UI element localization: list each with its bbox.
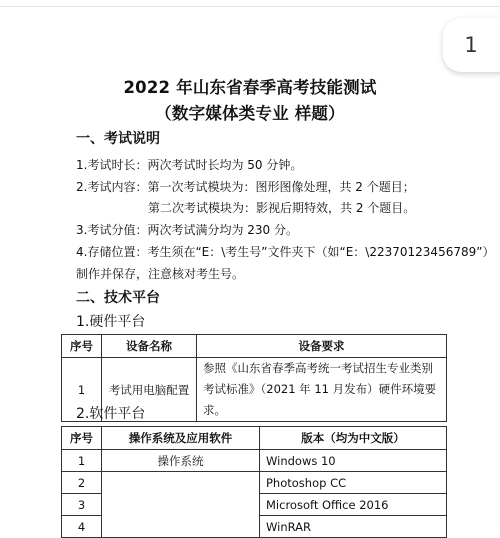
software-table [61, 426, 447, 538]
col-header-no: 序号 [62, 335, 102, 358]
row-no: 1 [62, 358, 102, 422]
document-title: 2022 年山东省春季高考技能测试 [123, 78, 377, 97]
exam-content-line-2: 第二次考试模块为：影视后期特效，共 2 个题目。 [148, 201, 416, 215]
table-header-row [62, 335, 447, 358]
row-no: 4 [62, 516, 102, 538]
row-no: 1 [62, 450, 102, 472]
row-requirement: 参照《山东省春季高考统一考试招生专业类别考试标准》（2021 年 11 月发布）硬件环境要求。 [197, 358, 447, 422]
hardware-platform-title: 1.硬件平台 [76, 314, 146, 330]
row-device-name: 考试用电脑配置 [102, 358, 197, 422]
table-row [62, 450, 447, 472]
row-version: Photoshop CC [260, 472, 447, 494]
section-heading-exam-info: 一、考试说明 [76, 131, 160, 147]
row-version: WinRAR [260, 516, 447, 538]
col-header-device: 设备名称 [102, 335, 197, 358]
row-version: Windows 10 [260, 450, 447, 472]
storage-location-line-2: 制作并保存，注意核对考生号。 [76, 267, 245, 281]
table-header-row [62, 427, 447, 450]
exam-content-line-1: 2.考试内容：第一次考试模块为：图形图像处理，共 2 个题目； [76, 180, 415, 194]
exam-duration-line: 1.考试时长：两次考试时长均为 50 分钟。 [76, 158, 303, 172]
row-no: 3 [62, 494, 102, 516]
row-software-name [102, 472, 260, 538]
table-row [62, 472, 447, 494]
software-platform-title: 2.软件平台 [76, 406, 146, 422]
section-heading-platform: 二、技术平台 [76, 290, 160, 306]
row-version: Microsoft Office 2016 [260, 494, 447, 516]
row-software-name: 操作系统 [102, 450, 260, 472]
col-header-no: 序号 [62, 427, 102, 450]
page-number: 1 [464, 33, 478, 57]
exam-score-line: 3.考试分值：两次考试满分均为 230 分。 [76, 223, 298, 237]
col-header-software: 操作系统及应用软件 [102, 427, 260, 450]
col-header-version: 版本（均为中文版） [260, 427, 447, 450]
storage-location-line: 4.存储位置：考生须在“E：\考生号”文件夹下（如“E：\22370123456789”） [76, 245, 495, 259]
col-header-requirement: 设备要求 [197, 335, 447, 358]
row-no: 2 [62, 472, 102, 494]
top-divider [0, 6, 500, 7]
page-number-badge[interactable] [443, 18, 500, 72]
document-subtitle: （数字媒体类专业 样题） [155, 104, 345, 123]
